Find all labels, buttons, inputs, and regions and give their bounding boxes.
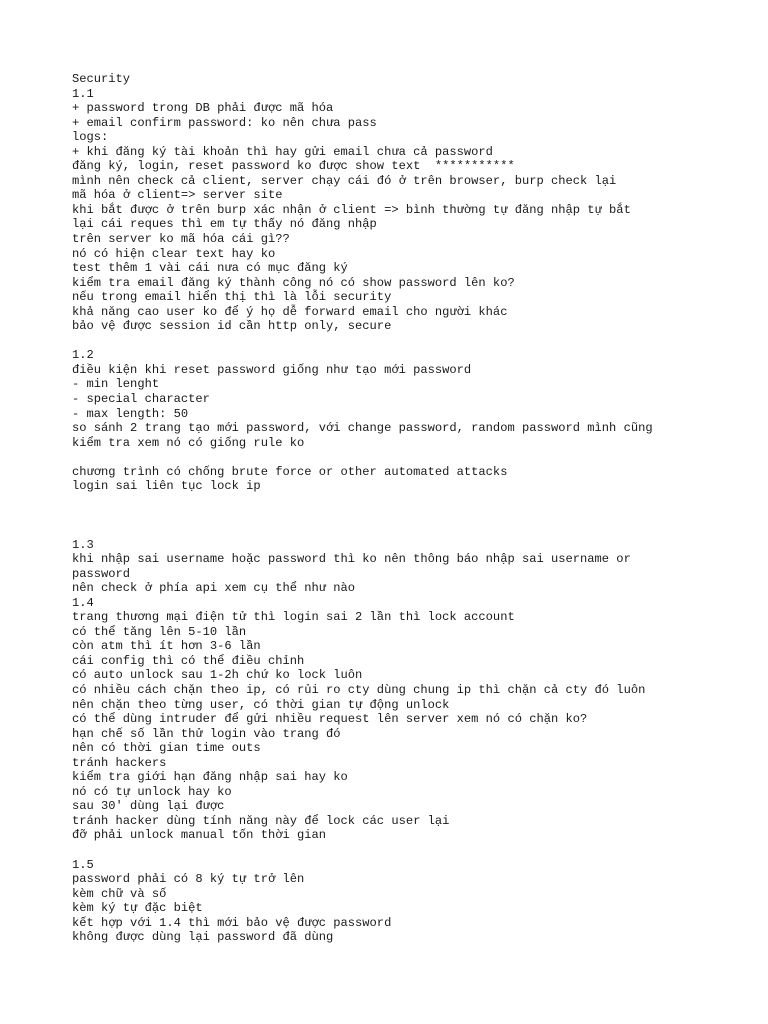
document-line: password phải có 8 ký tự trở lên: [72, 872, 305, 887]
document-line: chương trình có chống brute force or other automated attacks: [72, 464, 508, 479]
document-line: - max length: 50: [72, 406, 189, 421]
document-line: khi nhập sai username hoặc password thì ko nên thông báo nhập sai username or: [72, 552, 631, 567]
document-line: test thêm 1 vài cái nưa có mục đăng ký: [72, 261, 348, 276]
document-body: [72, 72, 712, 945]
document-line: [72, 523, 712, 538]
document-line: nó có hiện clear text hay ko: [72, 246, 276, 261]
document-line: kiểm tra xem nó có giống rule ko: [72, 435, 305, 450]
document-line: mã hóa ở client=> server site: [72, 188, 283, 203]
document-line: điều kiện khi reset password giống như tạo mới password: [72, 362, 472, 377]
document-line: nên chặn theo từng user, có thời gian tự động unlock: [72, 697, 450, 712]
document-line: trên server ko mã hóa cái gì??: [72, 232, 290, 247]
document-line: có thể dùng intruder để gửi nhiều request lên server xem nó có chặn ko?: [72, 712, 588, 727]
document-line: sau 30' dùng lại được: [72, 799, 225, 814]
document-line: kèm ký tự đặc biệt: [72, 901, 203, 916]
document-line: nên check ở phía api xem cụ thể như nào: [72, 581, 356, 596]
document-line: [72, 843, 712, 858]
document-line: + khi đăng ký tài khoản thì hay gửi email chưa cả password: [72, 144, 493, 159]
document-line: khả năng cao user ko để ý họ dễ forward email cho người khác: [72, 304, 508, 319]
document-line: kiểm tra giới hạn đăng nhập sai hay ko: [72, 770, 348, 785]
document-line: hạn chế số lần thử login vào trang đó: [72, 726, 341, 741]
document-line: 1.5: [72, 857, 94, 872]
document-line: 1.4: [72, 595, 94, 610]
document-line: 1.3: [72, 537, 94, 552]
document-line: cái config thì có thể điều chỉnh: [72, 653, 305, 668]
document-line: Security: [72, 72, 131, 86]
document-line: kết hợp với 1.4 thì mới bảo vệ được password: [72, 915, 392, 930]
document-line: login sai liên tục lock ip: [72, 479, 261, 494]
document-line: còn atm thì ít hơn 3-6 lần: [72, 639, 261, 654]
document-line: 1.2: [72, 348, 94, 363]
document-line: có nhiều cách chặn theo ip, có rủi ro cty dùng chung ip thì chặn cả cty đó luôn: [72, 682, 646, 697]
document-line: [72, 334, 712, 349]
document-line: lại cái reques thì em tự thấy nó đăng nhập: [72, 217, 377, 232]
document-line: tránh hackers: [72, 755, 167, 770]
document-line: password: [72, 566, 131, 581]
document-line: trang thương mại điện tử thì login sai 2 lần thì lock account: [72, 610, 515, 625]
document-line: đỡ phải unlock manual tốn thời gian: [72, 828, 327, 843]
document-line: so sánh 2 trang tạo mới password, với change password, random password mình cũng: [72, 421, 653, 436]
document-line: + password trong DB phải được mã hóa: [72, 101, 334, 116]
document-line: [72, 494, 712, 509]
document-line: không được dùng lại password đã dùng: [72, 930, 334, 945]
document-line: nên có thời gian time outs: [72, 741, 261, 756]
document-line: + email confirm password: ko nên chưa pass: [72, 115, 377, 130]
document-line: có thể tăng lên 5-10 lần: [72, 624, 247, 639]
document-line: kiểm tra email đăng ký thành công nó có show password lên ko?: [72, 275, 515, 290]
document-line: - special character: [72, 392, 210, 407]
document-line: kèm chữ và số: [72, 886, 167, 901]
document-line: [72, 450, 712, 465]
document-line: bảo vệ được session id cần http only, secure: [72, 319, 392, 334]
document-line: khi bắt được ở trên burp xác nhận ở client => bình thường tự đăng nhập tự bắt: [72, 202, 631, 217]
document-line: nếu trong email hiển thị thì là lỗi security: [72, 290, 392, 305]
document-line: logs:: [72, 130, 109, 145]
document-line: đăng ký, login, reset password ko được show text ***********: [72, 159, 515, 174]
document-line: 1.1: [72, 86, 94, 101]
document-line: mình nên check cả client, server chạy cái đó ở trên browser, burp check lại: [72, 173, 617, 188]
document-line: [72, 508, 712, 523]
document-line: - min lenght: [72, 377, 160, 392]
document-line: tránh hacker dùng tính năng này để lock các user lại: [72, 813, 450, 828]
document-line: nó có tự unlock hay ko: [72, 784, 232, 799]
document-line: có auto unlock sau 1-2h chứ ko lock luôn: [72, 668, 363, 683]
